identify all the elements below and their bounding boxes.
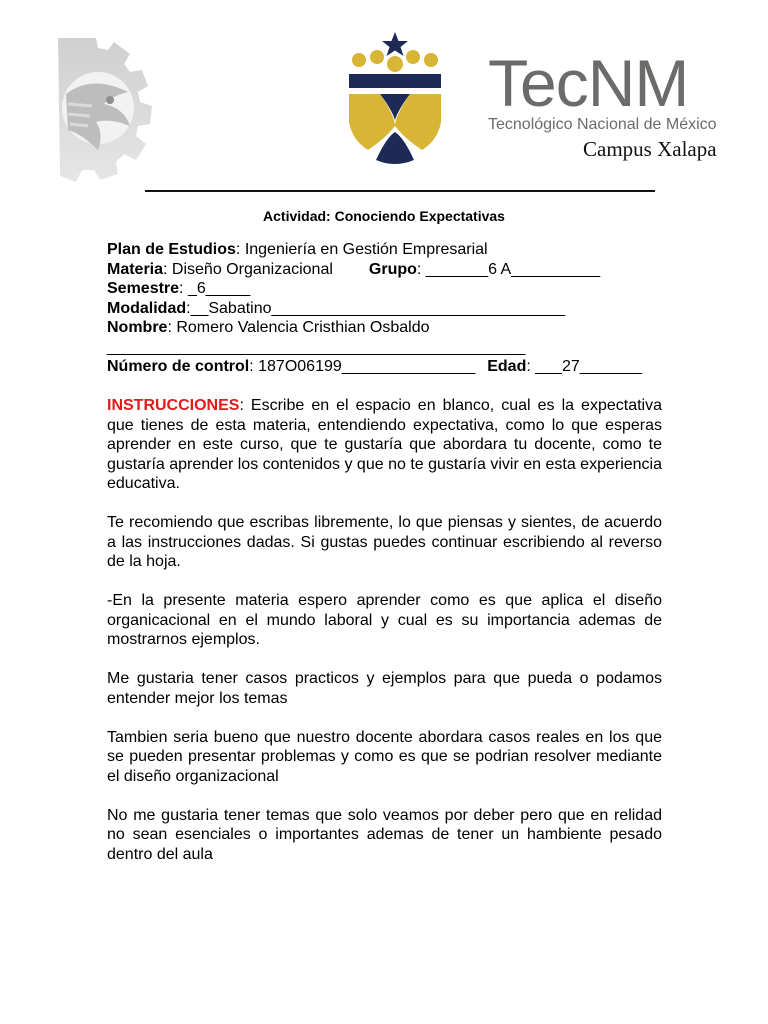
plan-value: : Ingeniería en Gestión Empresarial xyxy=(235,241,488,258)
tecnm-subtitle: Tecnológico Nacional de México xyxy=(488,116,717,133)
modalidad-row xyxy=(107,299,662,319)
materia-label: Materia xyxy=(107,260,164,278)
semestre-label: Semestre xyxy=(107,280,180,297)
nombre-value: : Romero Valencia Cristhian Osbaldo xyxy=(167,319,430,336)
semestre-value: : _6_____ xyxy=(179,280,251,297)
control-row xyxy=(107,357,662,377)
tec-shield-logo xyxy=(346,30,444,170)
plan-label: Plan de Estudios xyxy=(107,241,236,258)
activity-title: Actividad: Conociendo Expectativas xyxy=(263,208,505,224)
instructions-text: : Escribe en el espacio en blanco, cual es la expectativa que tienes de esta materia, entendiendo expectativa, como lo que esperas aprender en este curso, que te gustaría que abordara tu docente, como te gustaría aprender los contenidos y que no te gustaría vivir en esta experiencia educativa. xyxy=(107,397,662,492)
modalidad-label: Modalidad xyxy=(107,299,187,317)
nombre-row xyxy=(107,318,662,338)
control-label: Número de control xyxy=(107,358,250,375)
edad-value: : ___27_______ xyxy=(526,358,643,375)
answer-paragraph: No me gustaria tener temas que solo veamos por deber pero que en relidad no sean esenciales o importantes ademas de tener un hambiente pesado dentro del aula xyxy=(107,806,662,863)
campus-label: Campus Xalapa xyxy=(583,137,717,161)
blank-underline-row: _______________________________________________ xyxy=(107,338,526,356)
materia-row xyxy=(107,260,662,280)
edad-label: Edad xyxy=(487,358,527,375)
materia-value: : Diseño Organizacional xyxy=(163,260,333,278)
grupo-label: Grupo xyxy=(368,260,417,278)
answer-paragraph: -En la presente materia espero aprender como es que aplica el diseño organicacional en el mundo laboral y cual es su importancia ademas de mostrarnos ejemplos. xyxy=(107,592,662,648)
instructions-paragraph xyxy=(107,396,662,494)
semestre-row xyxy=(107,279,662,299)
instructions-label: INSTRUCCIONES xyxy=(107,397,240,414)
grupo-value: : _______6 A__________ xyxy=(416,260,601,278)
tecnm-title: TecNM xyxy=(488,46,689,120)
answer-paragraph: Me gustaria tener casos practicos y ejemplos para que pueda o podamos entender mejor los temas xyxy=(107,670,662,707)
header-divider xyxy=(145,190,655,192)
document-body xyxy=(107,240,662,864)
control-value: : 187O06199_______________ xyxy=(249,358,476,375)
tec-gear-eagle-logo xyxy=(52,34,160,188)
answer-paragraph: Tambien seria bueno que nuestro docente abordara casos reales en los que se pueden presentar problemas y como es que se podrian resolver mediante el diseño organizacional xyxy=(107,728,662,785)
recommendation-paragraph: Te recomiendo que escribas libremente, lo que piensas y sientes, de acuerdo a las instrucciones dadas. Si gustas puedes continuar escribiendo al reverso de la hoja. xyxy=(107,514,662,570)
modalidad-value: :__Sabatino_________________________________ xyxy=(186,299,566,317)
nombre-label: Nombre xyxy=(107,319,168,336)
plan-row xyxy=(107,240,662,260)
